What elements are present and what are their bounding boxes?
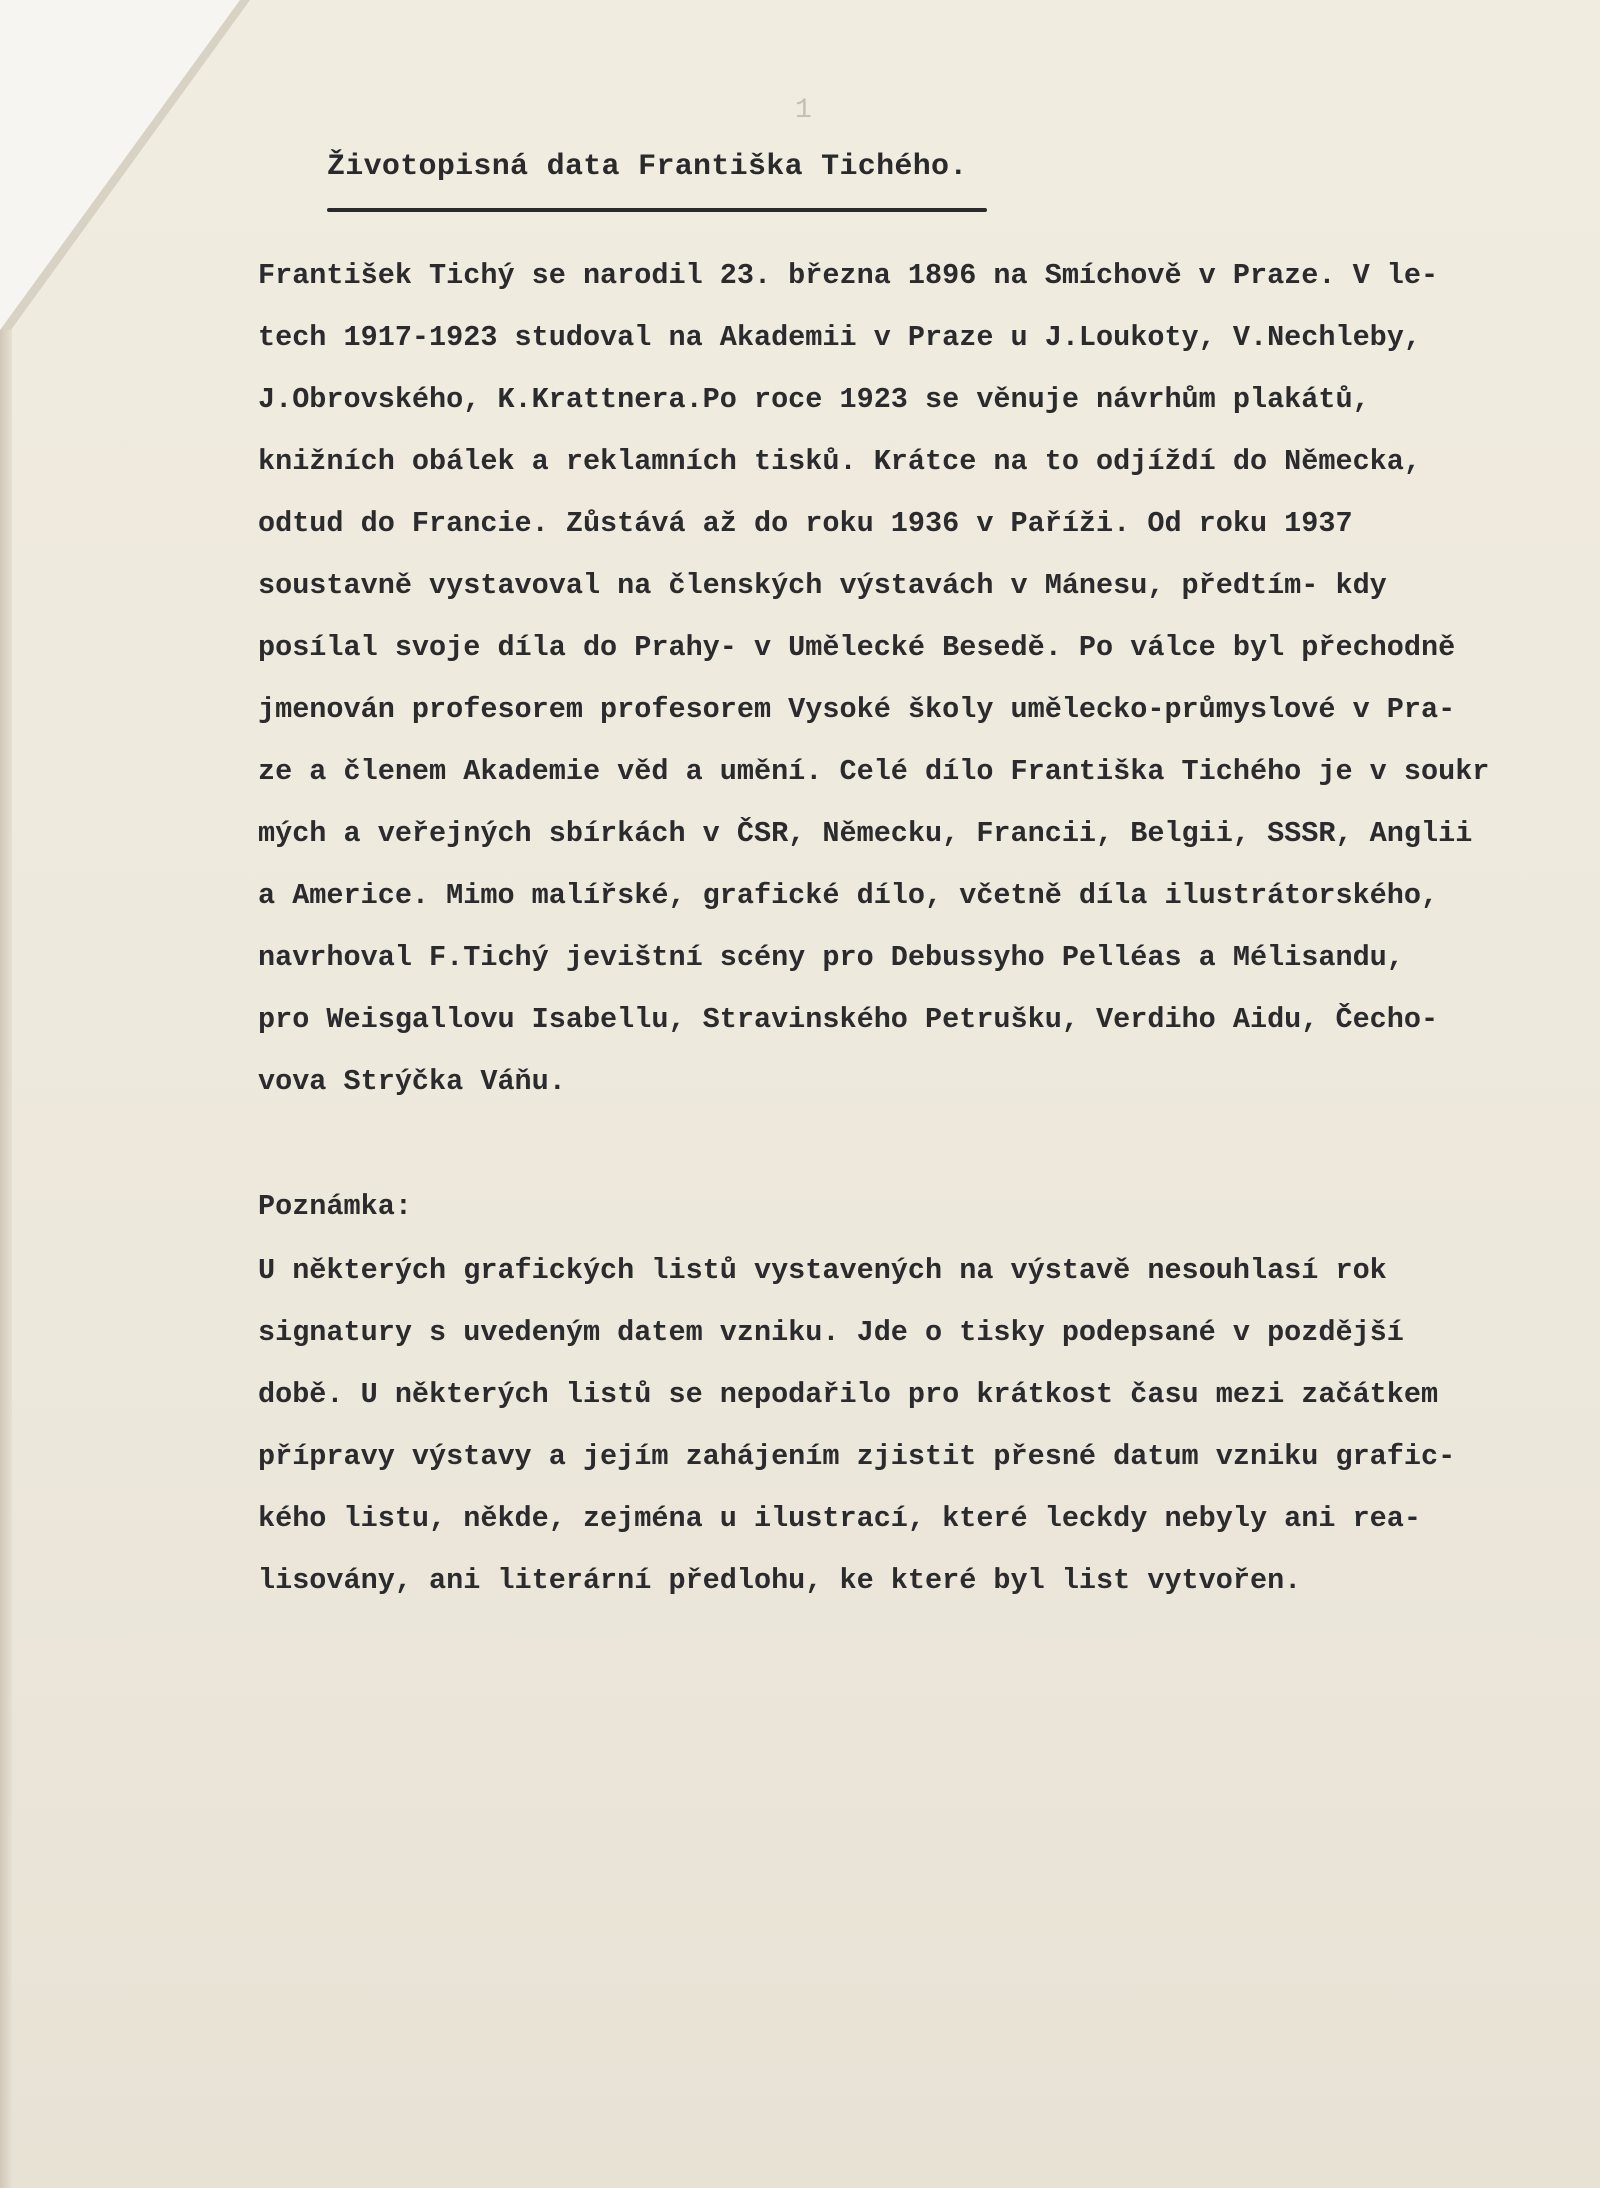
text-line: ze a členem Akademie věd a umění. Celé dílo Františka Tichého je v soukr: [258, 755, 1490, 788]
text-line: a Americe. Mimo malířské, grafické dílo, včetně díla ilustrátorského,: [258, 879, 1439, 912]
text-line: odtud do Francie. Zůstává až do roku 1936 v Paříži. Od roku 1937: [258, 507, 1353, 540]
text-line: navrhoval F.Tichý jevištní scény pro Debussyho Pelléas a Mélisandu,: [258, 941, 1404, 974]
text-line: posílal svoje díla do Prahy- v Umělecké Besedě. Po válce byl přechodně: [258, 631, 1456, 664]
text-line: lisovány, ani literární předlohu, ke které byl list vytvořen.: [258, 1564, 1302, 1597]
text-line: kého listu, někde, zejména u ilustrací, které leckdy nebyly ani rea-: [258, 1502, 1421, 1535]
text-line: signatury s uvedeným datem vzniku. Jde o tisky podepsané v pozdější: [258, 1316, 1404, 1349]
stacked-sheets-edge: [0, 330, 12, 2188]
text-line: vova Strýčka Váňu.: [258, 1065, 566, 1098]
text-line: soustavně vystavoval na členských výstavách v Mánesu, předtím- kdy: [258, 569, 1387, 602]
text-line: pro Weisgallovu Isabellu, Stravinského Petrušku, Verdiho Aidu, Čecho-: [258, 1003, 1439, 1036]
text-line: knižních obálek a reklamních tisků. Krátce na to odjíždí do Německa,: [258, 445, 1421, 478]
folded-corner: [0, 0, 240, 330]
biography-paragraph: [258, 245, 1588, 1113]
page-title: Životopisná data Františka Tichého.: [327, 150, 968, 184]
page-number: 1: [795, 95, 812, 126]
text-line: době. U některých listů se nepodařilo pro krátkost času mezi začátkem: [258, 1378, 1439, 1411]
text-line: U některých grafických listů vystavených na výstavě nesouhlasí rok: [258, 1254, 1387, 1287]
note-heading: Poznámka:: [258, 1190, 412, 1223]
text-line: tech 1917-1923 studoval na Akademii v Praze u J.Loukoty, V.Nechleby,: [258, 321, 1421, 354]
text-line: J.Obrovského, K.Krattnera.Po roce 1923 se věnuje návrhům plakátů,: [258, 383, 1370, 416]
note-paragraph: [258, 1240, 1588, 1612]
title-underline: [327, 208, 987, 212]
text-line: jmenován profesorem profesorem Vysoké školy umělecko-průmyslové v Pra-: [258, 693, 1456, 726]
text-line: mých a veřejných sbírkách v ČSR, Německu, Francii, Belgii, SSSR, Anglii: [258, 817, 1473, 850]
text-line: přípravy výstavy a jejím zahájením zjistit přesné datum vzniku grafic-: [258, 1440, 1456, 1473]
text-line: František Tichý se narodil 23. března 1896 na Smíchově v Praze. V le-: [258, 259, 1439, 292]
